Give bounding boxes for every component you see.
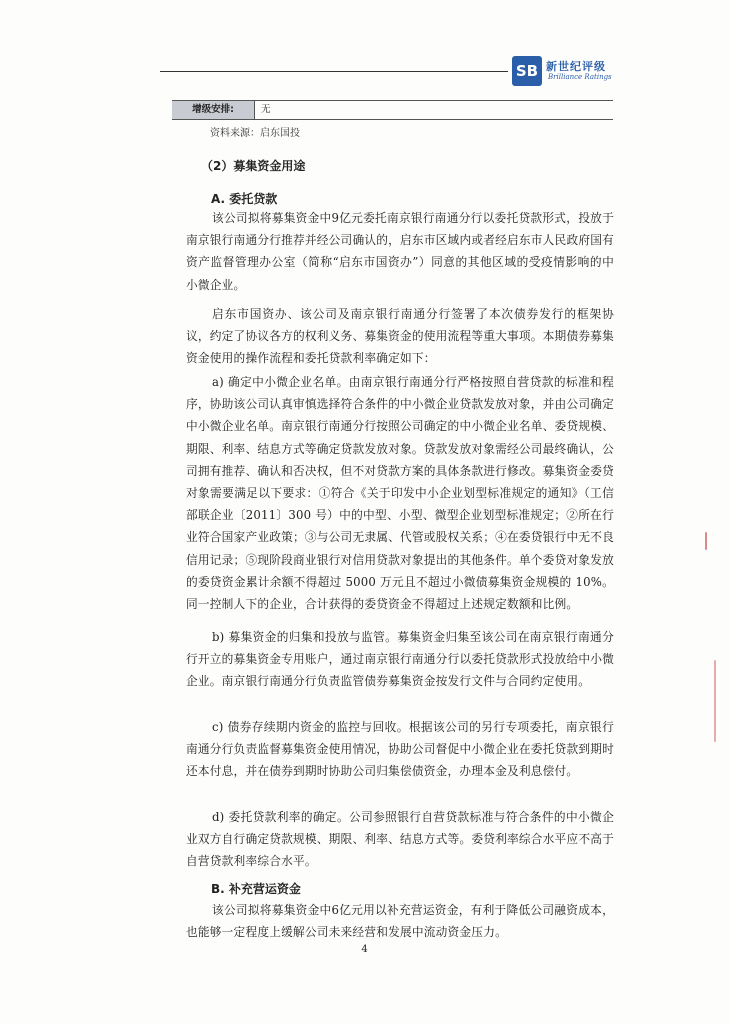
margin-mark xyxy=(705,532,707,550)
paragraph-entrusted-loan-intro: 该公司拟将募集资金中9亿元委托南京银行南通分行以委托贷款形式，投放于南京银行南通分行推荐并经公司确认的，启东市区域内或者经启东市人民政府国有资产监督管理办公室（简称“启东市国资办”）同意的其他区域的受疫情影响的中小微企业。 xyxy=(186,211,614,292)
logo-name: 新世纪评级 xyxy=(546,60,606,73)
margin-mark xyxy=(714,660,716,742)
source-note: 资料来源：启东国投 xyxy=(210,128,300,139)
paragraph-working-capital: 该公司拟将募集资金中6亿元用以补充营运资金，有利于降低公司融资成本，也能够一定程度上缓解公司未来经营和发展中流动资金压力。 xyxy=(186,903,614,940)
section-title: （2）募集资金用途 xyxy=(201,159,306,173)
paragraph-c-monitoring: c) 债券存续期内资金的监控与回收。根据该公司的另行专项委托，南京银行南通分行负责监督募集资金使用情况，协助公司督促中小微企业在委托贷款到期时还本付息，并在债券到期时协助公司归集偿债资金，办理本金及利息偿付。 xyxy=(186,720,614,779)
paragraph-b-fund-supervision: b) 募集资金的归集和投放与监管。募集资金归集至该公司在南京银行南通分行开立的募集资金专用账户，通过南京银行南通分行以委托贷款形式投放给中小微企业。南京银行南通分行负责监管债券募集资金按发行文件与合同约定使用。 xyxy=(186,630,614,689)
logo-mark-icon: SB xyxy=(512,56,542,86)
brand-logo xyxy=(512,56,622,88)
paragraph-a-sme-list: a) 确定中小微企业名单。由南京银行南通分行严格按照自营贷款的标准和程序，协助该公司认真审慎选择符合条件的中小微企业贷款发放对象，并由公司确定中小微企业名单。南京银行南通分行按照公司确定的中小微企业名单、委贷规模、期限、利率、结息方式等确定贷款发放对象。贷款发放对象需经公司最终确认，公司拥有推荐、确认和否决权，但不对贷款方案的具体条款进行修改。募集资金委贷对象需要满足以下要求：①符合《关于印发中小企业划型标准规定的通知》（工信部联企业〔2011〕300 号）中的中型、小型、微型企业划型标准规定；②所在行业符合国家产业政策；③与公司无隶属、代管或股权关系；④在委贷银行中无不良信用记录；⑤现阶段商业银行对信用贷款对象提出的其他条件。单个委贷对象发放的委贷资金累计余额不得超过 5000 万元且不超过小微债募集资金规模的 10%。同一控制人下的企业，合计获得的委贷资金不得超过上述规定数额和比例。 xyxy=(186,375,614,612)
page-number: 4 xyxy=(361,944,368,955)
header-rule xyxy=(160,71,508,72)
enhancement-value: 无 xyxy=(261,104,271,115)
logo-tagline: Brilliance Ratings xyxy=(548,73,612,81)
paragraph-framework-agreement: 启东市国资办、该公司及南京银行南通分行签署了本次债券发行的框架协议，约定了协议各方的权利义务、募集资金的使用流程等重大事项。本期债券募集资金使用的操作流程和委托贷款利率确定如下： xyxy=(186,307,614,366)
paragraph-d-interest-rate: d) 委托贷款利率的确定。公司参照银行自营贷款标准与符合条件的中小微企业双方自行确定贷款规模、期限、利率、结息方式等。委贷利率综合水平应不高于自营贷款利率综合水平。 xyxy=(186,810,614,869)
enhancement-label: 增级安排: xyxy=(172,101,255,119)
subsection-b-title: B. 补充营运资金 xyxy=(211,882,301,896)
enhancement-table xyxy=(172,100,613,120)
subsection-a-title: A. 委托贷款 xyxy=(211,192,278,206)
